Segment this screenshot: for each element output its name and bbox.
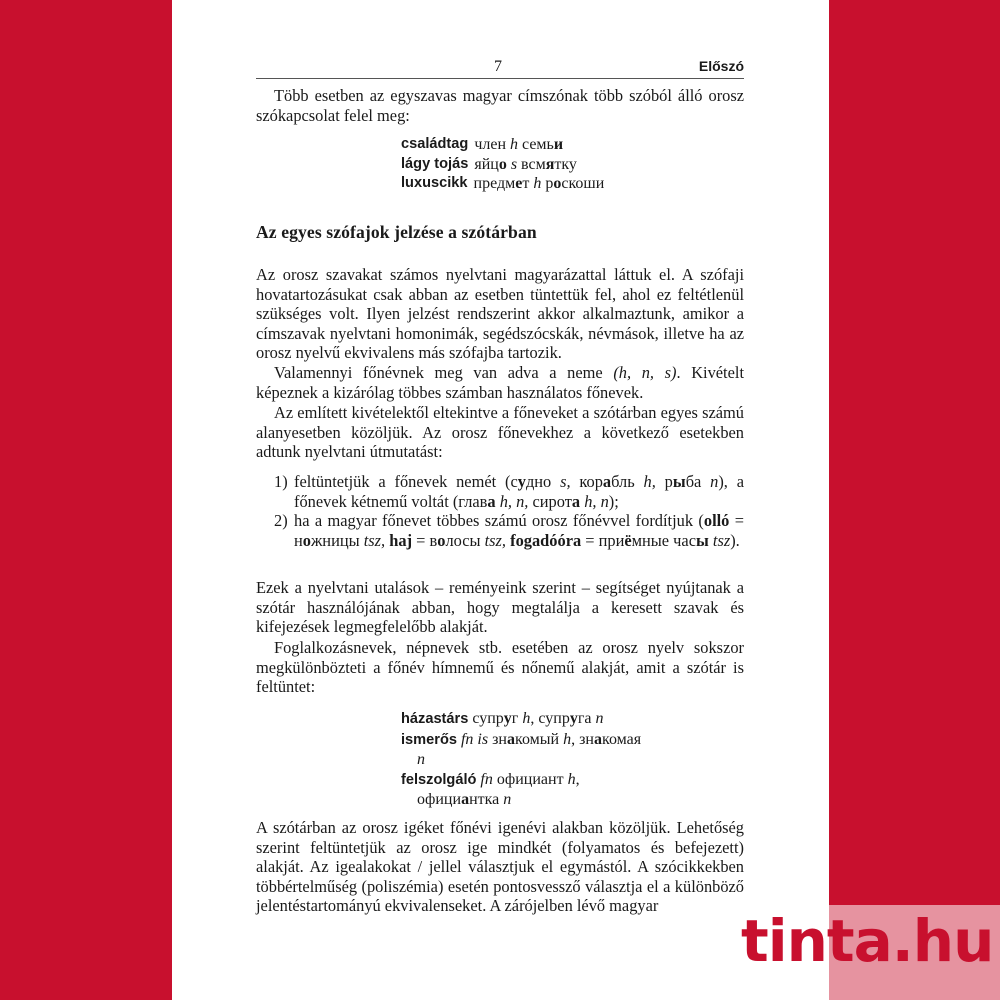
translation: предмет h роскоши — [473, 175, 605, 192]
example-row — [401, 770, 646, 810]
headword: felszolgáló — [401, 771, 477, 788]
example-row — [401, 730, 646, 770]
translation: член h семьи — [474, 136, 564, 153]
intro-paragraph: Több esetben az egyszavas magyar címszónak több szóból álló orosz szókapcsolat felel meg: — [256, 86, 744, 125]
watermark-logo — [735, 905, 1000, 1000]
running-header — [256, 57, 744, 79]
paragraph-4: Ezek a nyelvtani utalások – reményeink szerint – segítséget nyújtanak a szótár használójának abban, hogy megtalálja a keresett szavak és kifejezések legmegfelelőbb alakját. — [256, 578, 744, 637]
headword: ismerős — [401, 731, 457, 748]
translation: яйцо s всмятку — [474, 155, 577, 173]
paragraph-2: Valamennyi főnévnek meg van adva a neme (h, n, s). Kivételt képeznek a kizárólag többes számban használatos főnevek. — [256, 363, 744, 402]
list-number: 2) — [274, 511, 288, 531]
translation: fn официант h, официантка n — [417, 770, 580, 808]
section-title: Előszó — [698, 58, 744, 74]
example-row — [401, 135, 604, 155]
book-page — [172, 0, 829, 1000]
headword: luxuscikk — [401, 175, 468, 191]
headword: házastárs — [401, 711, 469, 727]
example-list-1 — [401, 135, 604, 194]
list-text: feltüntetjük a főnevek nemét (судно s, корабль h, рыба n), a főnevek kétnemű voltát (глава h, n, сирота h, n); — [294, 472, 745, 511]
example-row — [401, 155, 604, 175]
example-row — [401, 174, 604, 194]
headword: lágy tojás — [401, 155, 469, 172]
watermark-text: tinta.hu — [741, 907, 994, 975]
example-row — [401, 709, 646, 730]
rules-list — [256, 472, 744, 550]
translation: fn is знакомый h, знакомая n — [417, 730, 642, 768]
paragraph-6: A szótárban az orosz igéket főnévi igenévi alakban közöljük. Lehetőség szerint feltüntetjük az orosz ige mindkét (folyamatos és befejezett) alakját. Az igealakokat / jellel választjuk el egymástól. A szócikkekben többértelműség (poliszémia) esetén pontosvessző választja el a különböző jelentéstartományú ekvivalenseket. A zárójelben lévő magyar — [256, 818, 744, 916]
list-number: 1) — [274, 472, 288, 491]
list-text: ha a magyar főnevet többes számú orosz főnévvel fordítjuk (olló = ножницы tsz, haj = волосы tsz, fogadóóra = приёмные часы tsz). — [294, 511, 745, 550]
paragraph-5: Foglalkozásnevek, népnevek stb. esetében az orosz nyelv sokszor megkülönbözteti a főnév hímnemű és nőnemű alakját, amit a szótár is feltüntet: — [256, 638, 744, 697]
paragraph-3: Az említett kivételektől eltekintve a főneveket a szótárban egyes számú alanyesetben közöljük. Az orosz főnevekhez a következő esetekben adtunk nyelvtani útmutatást: — [256, 403, 744, 462]
example-list-2 — [401, 709, 646, 810]
translation: супруг h, супруга n — [472, 710, 604, 727]
list-item — [256, 472, 744, 511]
page-number: 7 — [494, 58, 502, 75]
section-heading: Az egyes szófajok jelzése a szótárban — [256, 222, 537, 242]
headword: családtag — [401, 136, 469, 152]
list-item — [256, 511, 744, 550]
paragraph-1: Az orosz szavakat számos nyelvtani magyarázattal láttuk el. A szófaji hovatartozásukat csak abban az esetben tüntettük fel, ahol ez feltétlenül szükséges volt. Ilyen jelzést rendszerint akkor alkalmaztunk, amikor a címszavak nyelvtani homonimák, segédszócskák, névmások, illetve ha az orosz nyelvű ekvivalens más szófajba tartozik. — [256, 265, 744, 363]
